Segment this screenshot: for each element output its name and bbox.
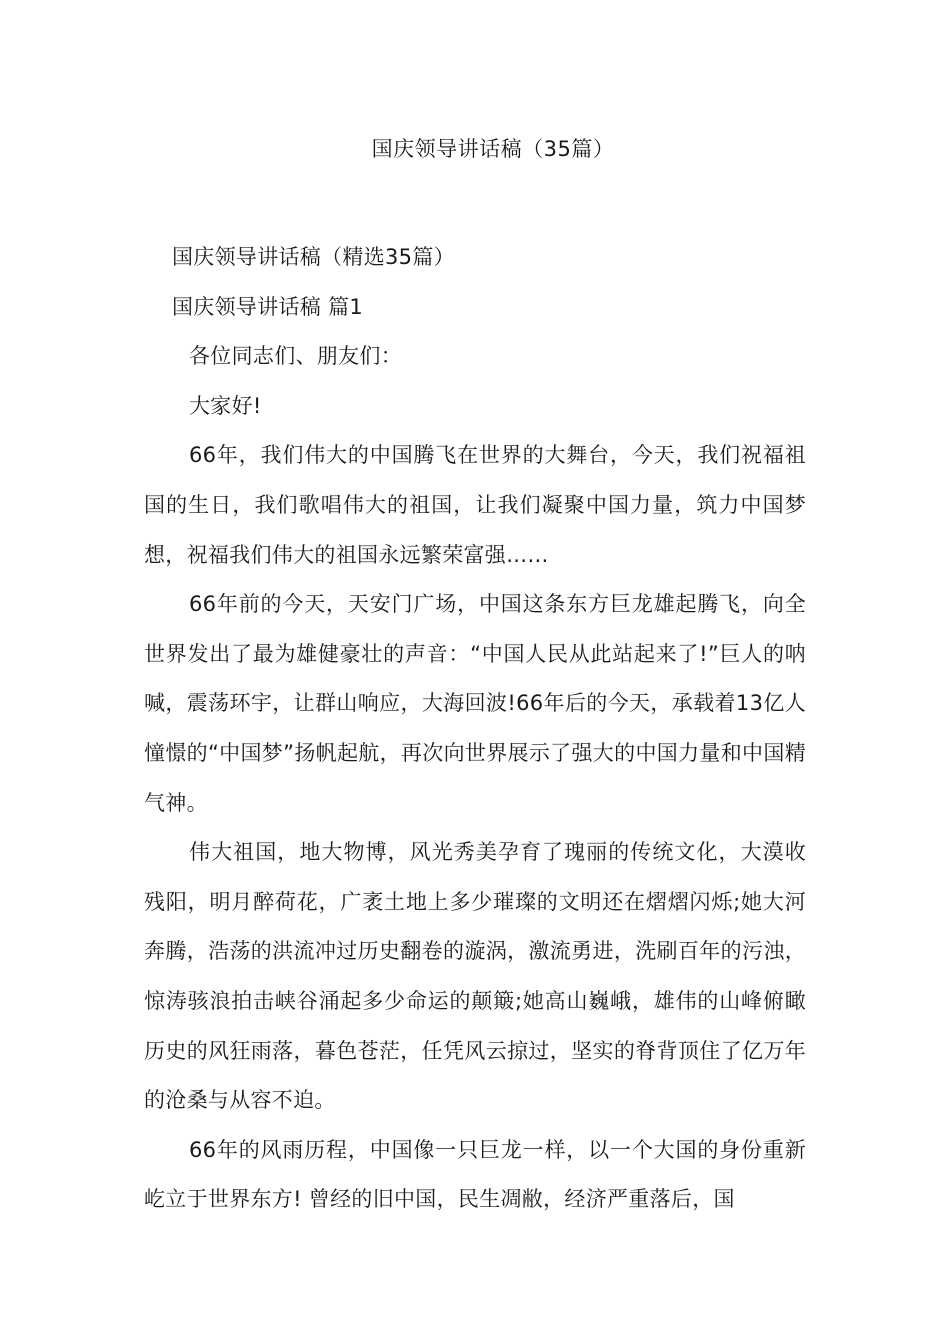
body-paragraph-2: 66年前的今天，天安门广场，中国这条东方巨龙雄起腾飞，向全世界发出了最为雄健豪壮的声音：“中国人民从此站起来了!”巨人的呐喊，震荡环宇，让群山响应，大海回波!66年后的今天，承载着13亿人憧憬的“中国梦”扬帆起航，再次向世界展示了强大的中国力量和中国精气神。 bbox=[144, 592, 806, 815]
section-heading: 国庆领导讲话稿 篇1 bbox=[172, 294, 364, 319]
body-paragraph-3: 伟大祖国，地大物博，风光秀美孕育了瑰丽的传统文化，大漠收残阳，明月醉荷花，广袤土地上多少璀璨的文明还在熠熠闪烁;她大河奔腾，浩荡的洪流冲过历史翻卷的漩涡，激流勇进，洗刷百年的污浊，惊涛骇浪拍击峡谷涌起多少命运的颠簸;她高山巍峨，雄伟的山峰俯瞰历史的风狂雨落，暮色苍茫，任凭风云掠过，坚实的脊背顶住了亿万年的沧桑与从容不迫。 bbox=[144, 840, 806, 1113]
body-paragraph-4: 66年的风雨历程，中国像一只巨龙一样，以一个大国的身份重新屹立于世界东方! 曾经的旧中国，民生凋敝，经济严重落后，国 bbox=[144, 1137, 806, 1212]
document-body bbox=[144, 233, 806, 1225]
greeting: 大家好! bbox=[189, 393, 262, 418]
body-paragraph-1: 66年，我们伟大的中国腾飞在世界的大舞台，今天，我们祝福祖国的生日，我们歌唱伟大的祖国，让我们凝聚中国力量，筑力中国梦想，祝福我们伟大的祖国永远繁荣富强…… bbox=[144, 443, 806, 567]
salutation: 各位同志们、朋友们： bbox=[189, 344, 402, 369]
document-title: 国庆领导讲话稿（35篇） bbox=[371, 137, 615, 161]
document-subtitle: 国庆领导讲话稿（精选35篇） bbox=[172, 245, 455, 269]
